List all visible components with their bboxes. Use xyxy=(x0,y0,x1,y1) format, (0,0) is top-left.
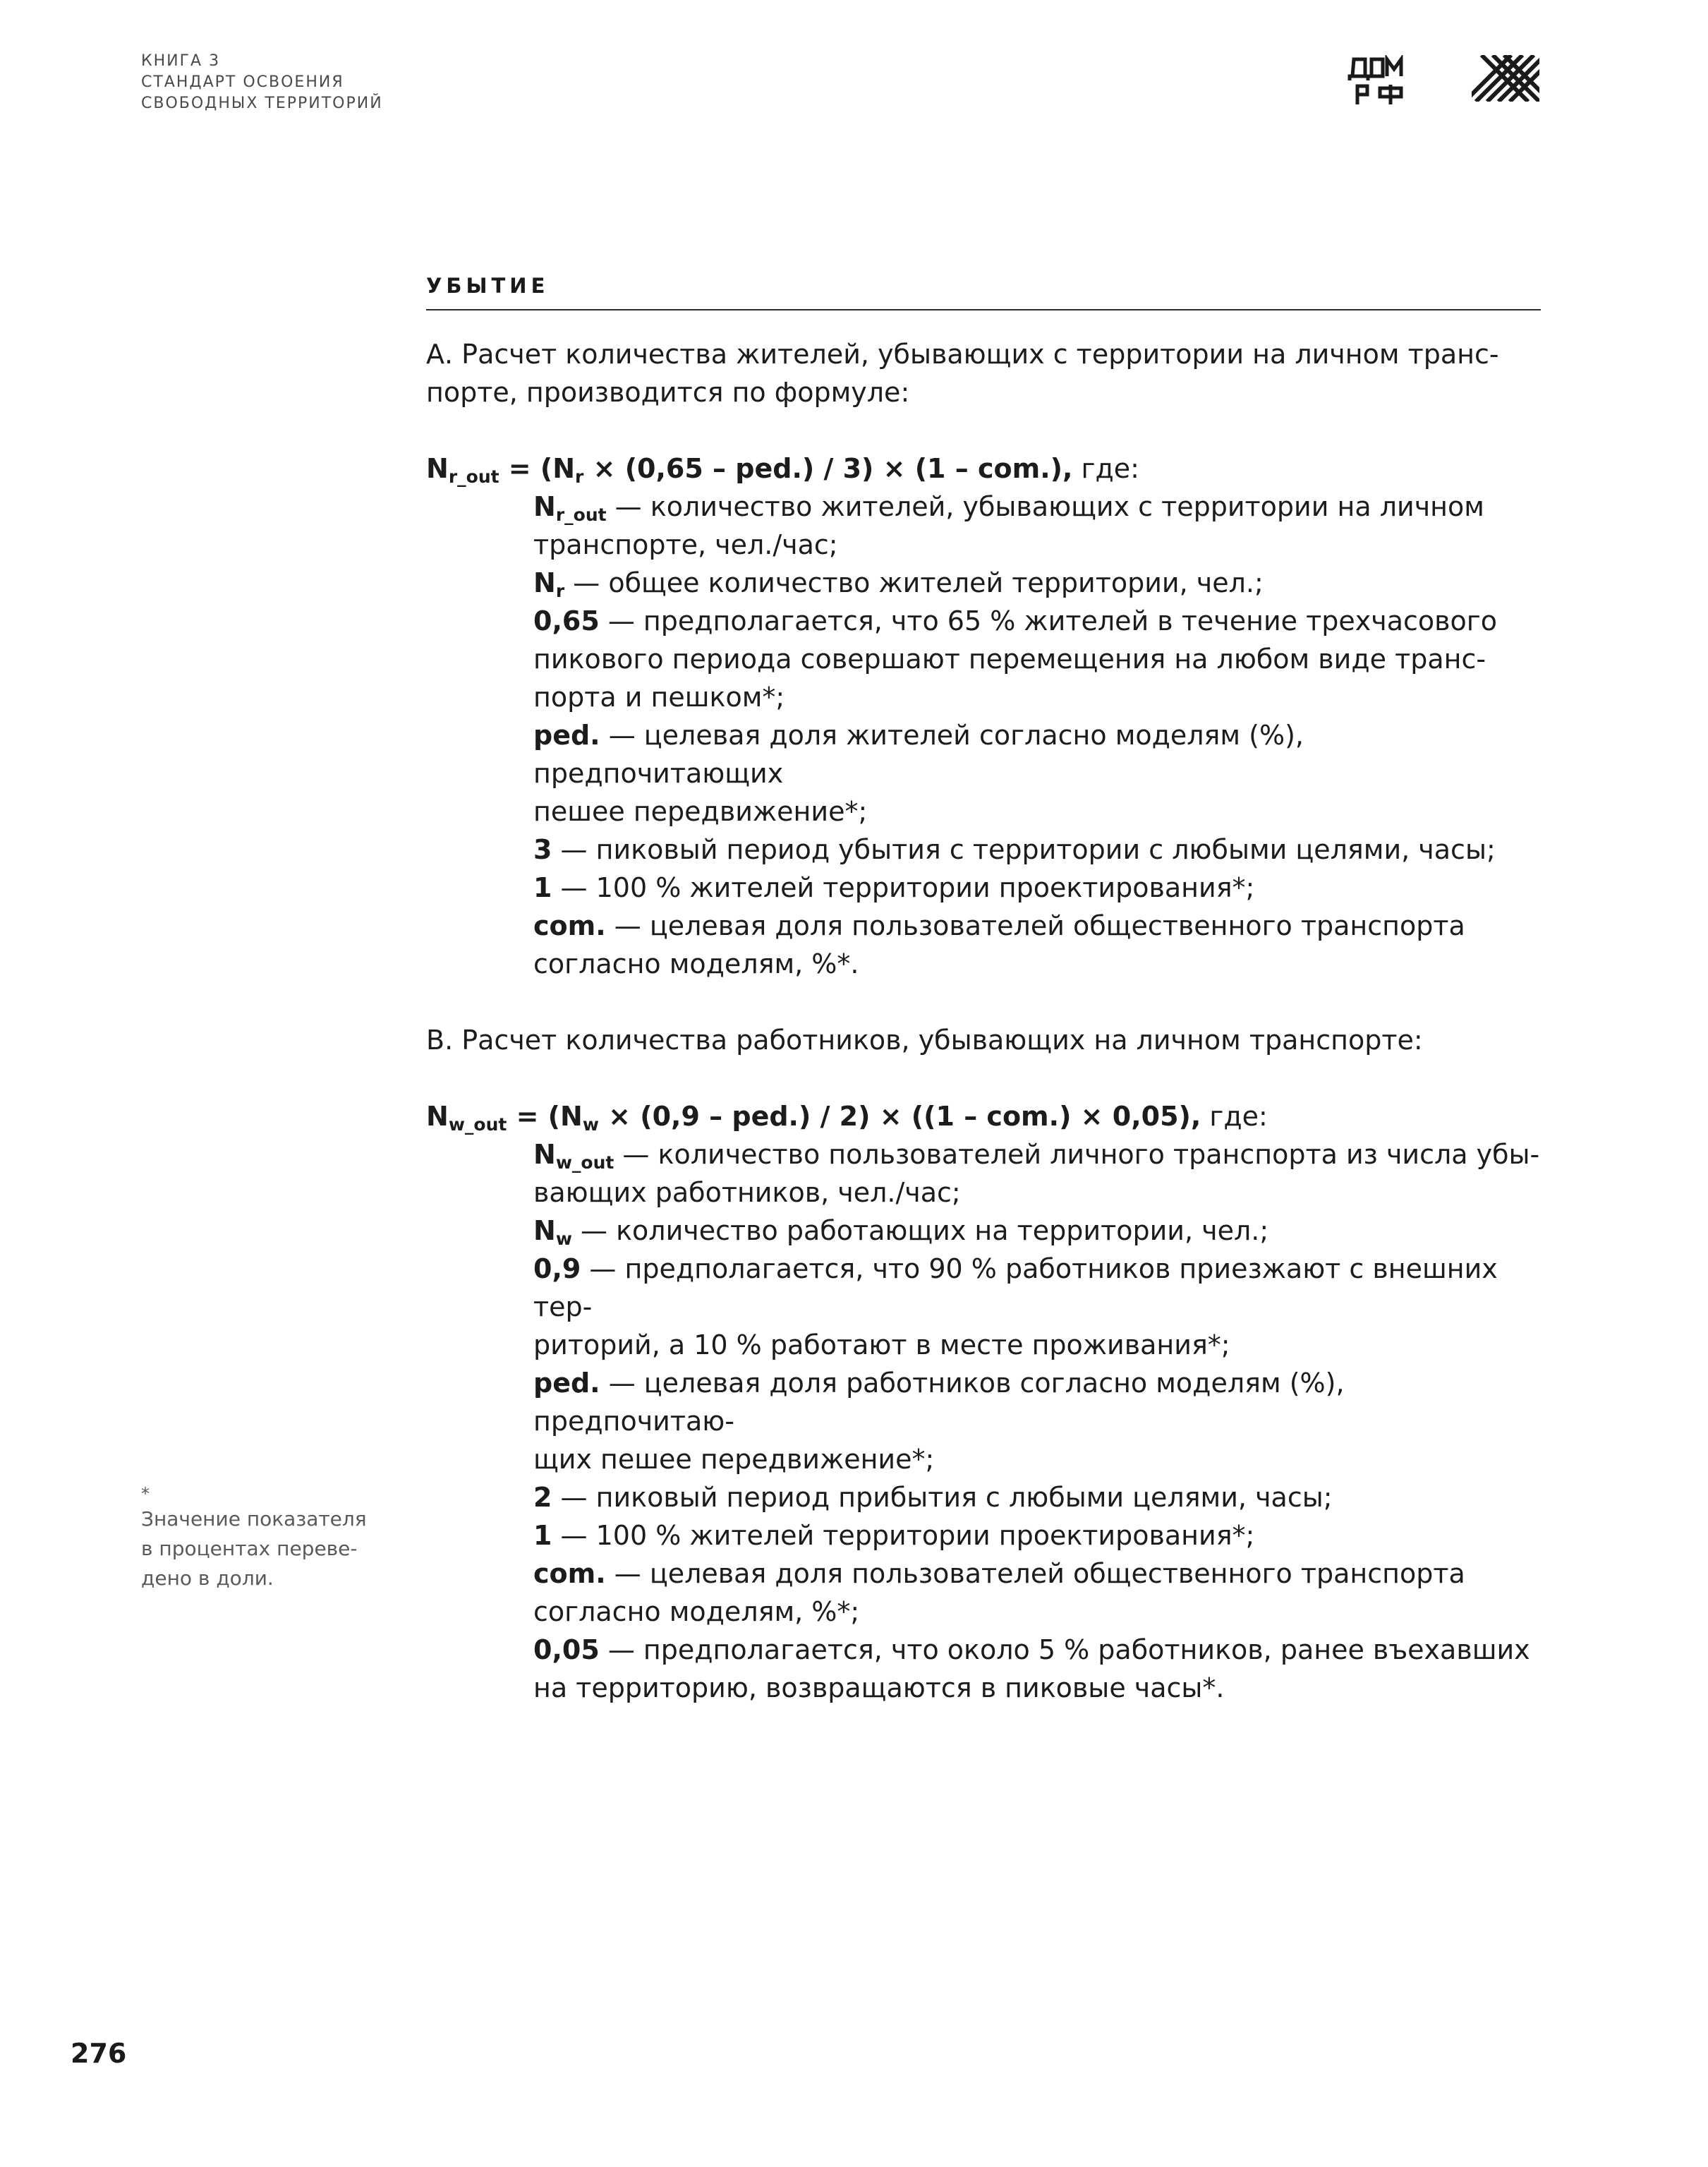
part-a-intro: А. Расчет количества жителей, убывающих с территории на личном транс- порте, производится по формуле: xyxy=(426,339,1499,408)
definition-item: ped. — целевая доля работников согласно моделям (%), предпочитаю- щих пешее передвижение*; xyxy=(533,1368,1345,1475)
section-divider xyxy=(426,309,1541,310)
definition-item: $N_w$ — количество работающих на территории, чел.; xyxy=(533,1215,1269,1249)
main-content xyxy=(426,335,1541,1707)
definition-item: com. — целевая доля пользователей общественного транспорта согласно моделям, %*; xyxy=(533,1558,1465,1627)
definition-item: 0,05 — предполагается, что около 5 % работников, ранее въехавших на территорию, возвращаются в пиковые часы*. xyxy=(533,1634,1530,1703)
section-title: УБЫТИЕ xyxy=(426,274,550,298)
definition-item: 1 — 100 % жителей территории проектирования*; xyxy=(533,872,1255,903)
definition-item: 2 — пиковый период прибытия с любыми целями, часы; xyxy=(533,1482,1333,1513)
dom-rf-logo-icon xyxy=(1347,55,1407,106)
part-b-intro: В. Расчет количества работников, убывающих на личном транспорте: xyxy=(426,1025,1423,1056)
footnote-line: дено в доли. xyxy=(141,1567,274,1590)
definition-item: 3 — пиковый период убытия с территории с любыми целями, часы; xyxy=(533,834,1496,865)
footnote-marker: * xyxy=(141,1484,150,1504)
footnote-line: в процентах переве- xyxy=(141,1537,358,1560)
book-title-line: КНИГА 3 xyxy=(141,52,221,70)
definition-item: 1 — 100 % жителей территории проектирования*; xyxy=(533,1520,1255,1551)
hatched-pattern-logo-icon xyxy=(1472,55,1539,102)
definition-item: ped. — целевая доля жителей согласно моделям (%), предпочитающих пешее передвижение*; xyxy=(533,720,1304,827)
definition-item: 0,9 — предполагается, что 90 % работников приезжают с внешних тер- риторий, а 10 % работают в месте проживания*; xyxy=(533,1253,1498,1360)
definition-item: 0,65 — предполагается, что 65 % жителей в течение трехчасового пикового периода совершают перемещения на любом виде транс- порта и пешком*; xyxy=(533,605,1497,713)
page-number: 276 xyxy=(71,2038,127,2069)
book-title xyxy=(141,51,383,114)
definition-item: com. — целевая доля пользователей общественного транспорта согласно моделям, %*. xyxy=(533,910,1465,979)
footnote-line: Значение показателя xyxy=(141,1507,367,1531)
book-title-line: СТАНДАРТ ОСВОЕНИЯ xyxy=(141,73,344,91)
part-a-formula: $N_{r\_out} = (N_r \times (0,65 - ped.) / 3) \times (1 - com.)$, где: xyxy=(426,453,1139,487)
definition-item: $N_{r\_out}$ — количество жителей, убывающих с территории на личном транспорте, чел./час; xyxy=(533,491,1484,560)
footnote-sidenote xyxy=(141,1483,395,1593)
definition-item: $N_{w\_out}$ — количество пользователей личного транспорта из числа убы- вающих работников, чел./час; xyxy=(533,1139,1540,1208)
part-b-formula: $N_{w\_out} = (N_w \times (0,9 - ped.) / 2) \times ((1 - com.) \times 0,05)$, где: xyxy=(426,1101,1268,1135)
definition-item: $N_r$ — общее количество жителей территории, чел.; xyxy=(533,567,1264,601)
book-title-line: СВОБОДНЫХ ТЕРРИТОРИЙ xyxy=(141,95,383,112)
